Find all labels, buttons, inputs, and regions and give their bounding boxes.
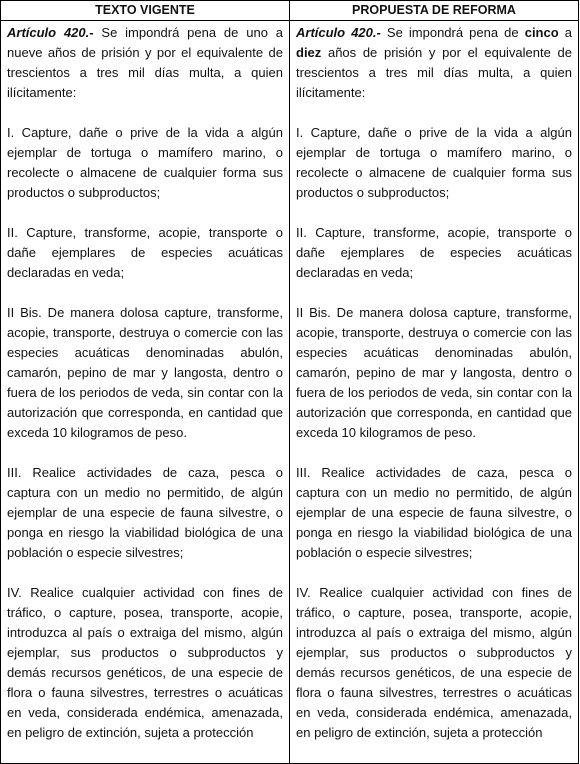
fraction-iii: III. Realice actividades de caza, pesca o captura con un medio no permitido, de algún ejemplar de una especie de fauna silvestre, o ponga en riesgo la viabilidad biológica de una población o especie silvestres; <box>7 465 283 560</box>
fraction-ii-bis: II Bis. De manera dolosa capture, transforme, acopie, transporte, destruya o comercie con las especies acuáticas denominadas abulón, camarón, pepino de mar y langosta, dentro o fuera de los periodos de veda, sin contar con la autorización que corresponda, en cantidad que exceda 10 kilogramos de peso. <box>7 305 283 440</box>
fraction-i: I. Capture, dañe o prive de la vida a algún ejemplar de tortuga o mamífero marino, o recolecte o almacene de cualquier forma sus productos o subproductos; <box>7 125 283 200</box>
article-label: Artículo 420.- <box>7 25 94 40</box>
fraction-ii: II. Capture, transforme, acopie, transporte o dañe ejemplares de especies acuáticas declaradas en veda; <box>296 225 572 280</box>
fraction-i: I. Capture, dañe o prive de la vida a algún ejemplar de tortuga o mamífero marino, o recolecte o almacene de cualquier forma sus productos o subproductos; <box>296 125 572 200</box>
fraction-ii: II. Capture, transforme, acopie, transporte o dañe ejemplares de especies acuáticas declaradas en veda; <box>7 225 283 280</box>
intro-text-before: Se impondrá pena de <box>380 25 525 40</box>
highlight-max-penalty: diez <box>296 45 322 60</box>
header-texto-vigente: TEXTO VIGENTE <box>1 1 290 21</box>
article-intro-text: Se impondrá pena de uno a nueve años de prisión y por el equivalente de trescientos a tres mil días multa, a quien ilícitamente: <box>7 25 283 100</box>
column-texto-vigente <box>1 21 290 764</box>
article-intro-paragraph <box>7 23 283 103</box>
fraction-iv: IV. Realice cualquier actividad con fines de tráfico, o capture, posea, transporte, acopie, introduzca al país o extraiga del mismo, algún ejemplar, sus productos o subproductos y demás recursos genéticos, de una especie de flora o fauna silvestres, terrestres o acuáticas en veda, considerada endémica, amenazada, en peligro de extinción, sujeta a protección <box>296 585 572 740</box>
intro-text-mid: a <box>558 25 572 40</box>
fraction-iv: IV. Realice cualquier actividad con fines de tráfico, o capture, posea, transporte, acopie, introduzca al país o extraiga del mismo, algún ejemplar, sus productos o subproductos y demás recursos genéticos, de una especie de flora o fauna silvestres, terrestres o acuáticas en veda, considerada endémica, amenazada, en peligro de extinción, sujeta a protección <box>7 585 283 740</box>
article-label: Artículo 420.- <box>296 25 381 40</box>
highlight-min-penalty: cinco <box>524 25 559 40</box>
column-propuesta-reforma <box>290 21 579 764</box>
article-intro-paragraph <box>296 23 572 103</box>
table-body-row <box>1 21 579 764</box>
table-header-row <box>1 1 579 21</box>
fraction-iii: III. Realice actividades de caza, pesca o captura con un medio no permitido, de algún ejemplar de una especie de fauna silvestre, o ponga en riesgo la viabilidad biológica de una población o especie silvestres; <box>296 465 572 560</box>
fraction-ii-bis: II Bis. De manera dolosa capture, transforme, acopie, transporte, destruya o comercie con las especies acuáticas denominadas abulón, camarón, pepino de mar y langosta, dentro o fuera de los periodos de veda, sin contar con la autorización que corresponda, en cantidad que exceda 10 kilogramos de peso. <box>296 305 572 440</box>
header-propuesta-reforma: PROPUESTA DE REFORMA <box>290 1 579 21</box>
intro-text-after: años de prisión y por el equivalente de trescientos a tres mil días multa, a quien ilícitamente: <box>296 45 572 100</box>
